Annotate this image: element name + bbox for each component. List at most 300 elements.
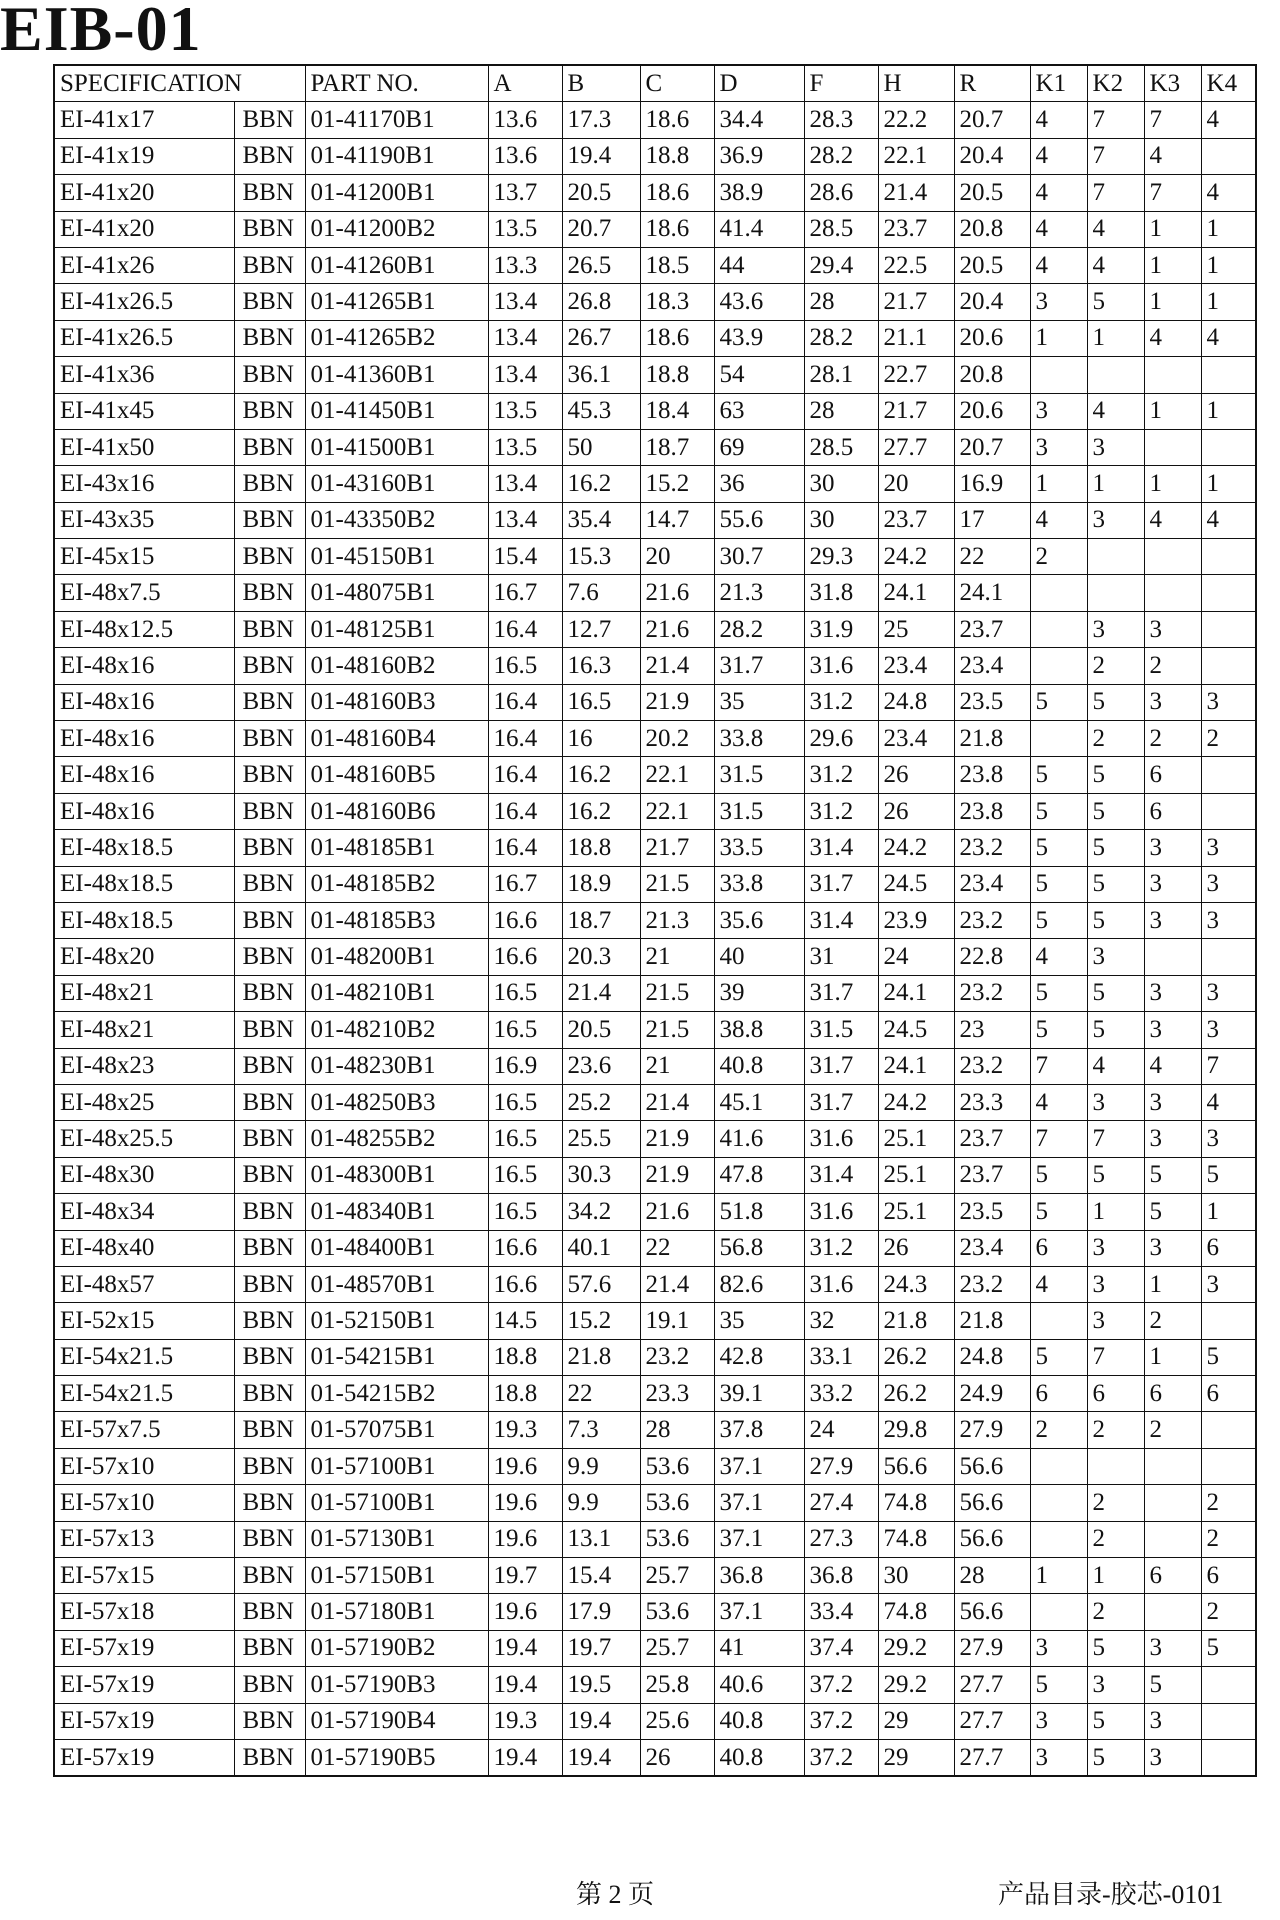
header-h: H bbox=[878, 65, 954, 102]
cell-k3: 1 bbox=[1144, 466, 1201, 502]
cell-k1: 5 bbox=[1030, 902, 1087, 938]
table-row bbox=[54, 1667, 1256, 1703]
cell-part-no: 01-57190B2 bbox=[305, 1630, 488, 1666]
cell-part-no: 01-57190B4 bbox=[305, 1703, 488, 1739]
cell-f: 28.2 bbox=[804, 320, 878, 356]
cell-k1: 3 bbox=[1030, 1739, 1087, 1776]
cell-k4: 6 bbox=[1201, 1558, 1256, 1594]
cell-k3: 3 bbox=[1144, 1630, 1201, 1666]
cell-b: 19.4 bbox=[562, 138, 640, 174]
cell-f: 31.5 bbox=[804, 1012, 878, 1048]
cell-d: 35 bbox=[714, 684, 804, 720]
cell-k1: 3 bbox=[1030, 1703, 1087, 1739]
header-part-no: PART NO. bbox=[305, 65, 488, 102]
table-body bbox=[54, 102, 1256, 1776]
cell-k2: 2 bbox=[1087, 1412, 1144, 1448]
cell-b: 21.4 bbox=[562, 975, 640, 1011]
cell-d: 37.1 bbox=[714, 1594, 804, 1630]
cell-d: 33.8 bbox=[714, 721, 804, 757]
cell-spec: EI-41x17 bbox=[54, 102, 234, 138]
cell-f: 31.4 bbox=[804, 1157, 878, 1193]
cell-d: 69 bbox=[714, 429, 804, 465]
cell-bbn: BBN bbox=[234, 1630, 305, 1666]
cell-part-no: 01-41170B1 bbox=[305, 102, 488, 138]
cell-spec: EI-48x16 bbox=[54, 684, 234, 720]
cell-k1: 4 bbox=[1030, 102, 1087, 138]
cell-k3 bbox=[1144, 429, 1201, 465]
cell-bbn: BBN bbox=[234, 1594, 305, 1630]
table-row bbox=[54, 138, 1256, 174]
cell-a: 16.5 bbox=[488, 1157, 562, 1193]
cell-a: 19.4 bbox=[488, 1630, 562, 1666]
cell-b: 45.3 bbox=[562, 393, 640, 429]
cell-k4 bbox=[1201, 539, 1256, 575]
cell-k2: 7 bbox=[1087, 138, 1144, 174]
cell-a: 16.9 bbox=[488, 1048, 562, 1084]
cell-k1 bbox=[1030, 611, 1087, 647]
cell-k4: 6 bbox=[1201, 1230, 1256, 1266]
cell-spec: EI-57x10 bbox=[54, 1485, 234, 1521]
cell-r: 20.6 bbox=[954, 393, 1030, 429]
cell-h: 24.2 bbox=[878, 830, 954, 866]
cell-k2 bbox=[1087, 539, 1144, 575]
cell-c: 19.1 bbox=[640, 1303, 714, 1339]
table-row bbox=[54, 1376, 1256, 1412]
cell-k4: 1 bbox=[1201, 393, 1256, 429]
table-row bbox=[54, 939, 1256, 975]
cell-part-no: 01-57130B1 bbox=[305, 1521, 488, 1557]
cell-c: 21.4 bbox=[640, 1084, 714, 1120]
cell-k3: 3 bbox=[1144, 902, 1201, 938]
cell-bbn: BBN bbox=[234, 1084, 305, 1120]
cell-part-no: 01-48300B1 bbox=[305, 1157, 488, 1193]
cell-a: 13.5 bbox=[488, 211, 562, 247]
cell-part-no: 01-41265B2 bbox=[305, 320, 488, 356]
cell-bbn: BBN bbox=[234, 211, 305, 247]
table-row bbox=[54, 1594, 1256, 1630]
cell-spec: EI-41x19 bbox=[54, 138, 234, 174]
cell-f: 36.8 bbox=[804, 1558, 878, 1594]
cell-k3: 3 bbox=[1144, 684, 1201, 720]
cell-k3: 4 bbox=[1144, 502, 1201, 538]
cell-h: 23.4 bbox=[878, 721, 954, 757]
cell-k3: 3 bbox=[1144, 1230, 1201, 1266]
cell-k2: 5 bbox=[1087, 1012, 1144, 1048]
cell-bbn: BBN bbox=[234, 1703, 305, 1739]
cell-k3: 4 bbox=[1144, 138, 1201, 174]
cell-h: 24.2 bbox=[878, 539, 954, 575]
cell-f: 28 bbox=[804, 284, 878, 320]
cell-bbn: BBN bbox=[234, 866, 305, 902]
cell-k3: 7 bbox=[1144, 175, 1201, 211]
cell-k1: 4 bbox=[1030, 939, 1087, 975]
cell-b: 20.5 bbox=[562, 1012, 640, 1048]
cell-k2: 3 bbox=[1087, 502, 1144, 538]
cell-f: 33.1 bbox=[804, 1339, 878, 1375]
table-row bbox=[54, 1412, 1256, 1448]
cell-a: 16.7 bbox=[488, 575, 562, 611]
cell-b: 18.9 bbox=[562, 866, 640, 902]
cell-h: 22.5 bbox=[878, 247, 954, 283]
cell-bbn: BBN bbox=[234, 793, 305, 829]
cell-k4: 3 bbox=[1201, 830, 1256, 866]
cell-k2: 5 bbox=[1087, 1630, 1144, 1666]
cell-bbn: BBN bbox=[234, 1448, 305, 1484]
table-row bbox=[54, 211, 1256, 247]
header-b: B bbox=[562, 65, 640, 102]
cell-k4: 1 bbox=[1201, 211, 1256, 247]
cell-f: 31.8 bbox=[804, 575, 878, 611]
cell-k4: 4 bbox=[1201, 502, 1256, 538]
cell-k4: 1 bbox=[1201, 466, 1256, 502]
cell-d: 41.6 bbox=[714, 1121, 804, 1157]
cell-d: 31.5 bbox=[714, 757, 804, 793]
header-k1: K1 bbox=[1030, 65, 1087, 102]
cell-c: 53.6 bbox=[640, 1485, 714, 1521]
cell-k3 bbox=[1144, 939, 1201, 975]
cell-r: 23.8 bbox=[954, 793, 1030, 829]
cell-bbn: BBN bbox=[234, 939, 305, 975]
cell-d: 41 bbox=[714, 1630, 804, 1666]
cell-spec: EI-45x15 bbox=[54, 539, 234, 575]
table-row bbox=[54, 1194, 1256, 1230]
cell-k2: 5 bbox=[1087, 757, 1144, 793]
cell-k1 bbox=[1030, 575, 1087, 611]
cell-c: 25.7 bbox=[640, 1558, 714, 1594]
cell-r: 20.6 bbox=[954, 320, 1030, 356]
cell-r: 23.2 bbox=[954, 1048, 1030, 1084]
cell-k2: 4 bbox=[1087, 211, 1144, 247]
cell-k1: 4 bbox=[1030, 502, 1087, 538]
cell-h: 30 bbox=[878, 1558, 954, 1594]
cell-b: 25.2 bbox=[562, 1084, 640, 1120]
cell-k2: 5 bbox=[1087, 902, 1144, 938]
header-r: R bbox=[954, 65, 1030, 102]
cell-k2: 4 bbox=[1087, 1048, 1144, 1084]
cell-k3: 3 bbox=[1144, 1012, 1201, 1048]
cell-part-no: 01-57100B1 bbox=[305, 1448, 488, 1484]
cell-a: 13.6 bbox=[488, 138, 562, 174]
cell-c: 18.6 bbox=[640, 175, 714, 211]
cell-f: 28.3 bbox=[804, 102, 878, 138]
cell-d: 56.8 bbox=[714, 1230, 804, 1266]
cell-spec: EI-41x26 bbox=[54, 247, 234, 283]
cell-k4: 2 bbox=[1201, 1521, 1256, 1557]
cell-part-no: 01-41500B1 bbox=[305, 429, 488, 465]
cell-r: 23.2 bbox=[954, 975, 1030, 1011]
cell-f: 27.4 bbox=[804, 1485, 878, 1521]
header-specification: SPECIFICATION bbox=[54, 65, 305, 102]
cell-k3: 3 bbox=[1144, 1739, 1201, 1776]
cell-r: 27.7 bbox=[954, 1667, 1030, 1703]
cell-c: 53.6 bbox=[640, 1521, 714, 1557]
cell-d: 35 bbox=[714, 1303, 804, 1339]
cell-k4: 4 bbox=[1201, 1084, 1256, 1120]
table-row bbox=[54, 866, 1256, 902]
cell-k1: 4 bbox=[1030, 175, 1087, 211]
cell-k1: 4 bbox=[1030, 138, 1087, 174]
cell-k4: 1 bbox=[1201, 284, 1256, 320]
cell-k3: 1 bbox=[1144, 284, 1201, 320]
cell-k3: 3 bbox=[1144, 611, 1201, 647]
cell-k2: 5 bbox=[1087, 284, 1144, 320]
cell-bbn: BBN bbox=[234, 575, 305, 611]
cell-bbn: BBN bbox=[234, 357, 305, 393]
cell-k2: 2 bbox=[1087, 648, 1144, 684]
cell-f: 31 bbox=[804, 939, 878, 975]
cell-k1: 3 bbox=[1030, 284, 1087, 320]
cell-c: 18.8 bbox=[640, 357, 714, 393]
cell-a: 13.4 bbox=[488, 320, 562, 356]
cell-c: 25.6 bbox=[640, 1703, 714, 1739]
cell-d: 21.3 bbox=[714, 575, 804, 611]
table-row bbox=[54, 1012, 1256, 1048]
header-k3: K3 bbox=[1144, 65, 1201, 102]
cell-a: 16.4 bbox=[488, 793, 562, 829]
cell-k1: 5 bbox=[1030, 1157, 1087, 1193]
cell-h: 23.7 bbox=[878, 502, 954, 538]
cell-c: 21.4 bbox=[640, 648, 714, 684]
cell-h: 21.8 bbox=[878, 1303, 954, 1339]
cell-k1 bbox=[1030, 1485, 1087, 1521]
cell-part-no: 01-48125B1 bbox=[305, 611, 488, 647]
cell-h: 23.7 bbox=[878, 211, 954, 247]
cell-k1: 6 bbox=[1030, 1230, 1087, 1266]
cell-f: 31.2 bbox=[804, 1230, 878, 1266]
table-row bbox=[54, 393, 1256, 429]
cell-f: 28.5 bbox=[804, 429, 878, 465]
cell-a: 16.4 bbox=[488, 721, 562, 757]
table-row bbox=[54, 1048, 1256, 1084]
cell-k4: 3 bbox=[1201, 1266, 1256, 1302]
cell-k3: 5 bbox=[1144, 1194, 1201, 1230]
cell-k3: 2 bbox=[1144, 721, 1201, 757]
cell-b: 18.8 bbox=[562, 830, 640, 866]
cell-c: 21.6 bbox=[640, 611, 714, 647]
cell-b: 26.8 bbox=[562, 284, 640, 320]
cell-b: 50 bbox=[562, 429, 640, 465]
cell-h: 74.8 bbox=[878, 1485, 954, 1521]
cell-a: 16.5 bbox=[488, 1012, 562, 1048]
cell-r: 20.7 bbox=[954, 102, 1030, 138]
cell-bbn: BBN bbox=[234, 1157, 305, 1193]
cell-part-no: 01-48075B1 bbox=[305, 575, 488, 611]
cell-f: 24 bbox=[804, 1412, 878, 1448]
cell-c: 53.6 bbox=[640, 1594, 714, 1630]
cell-a: 19.3 bbox=[488, 1412, 562, 1448]
header-f: F bbox=[804, 65, 878, 102]
table-row bbox=[54, 721, 1256, 757]
cell-h: 25.1 bbox=[878, 1194, 954, 1230]
header-k4: K4 bbox=[1201, 65, 1256, 102]
cell-c: 21.5 bbox=[640, 1012, 714, 1048]
cell-a: 16.6 bbox=[488, 1266, 562, 1302]
cell-k2: 7 bbox=[1087, 102, 1144, 138]
cell-d: 63 bbox=[714, 393, 804, 429]
cell-part-no: 01-48255B2 bbox=[305, 1121, 488, 1157]
table-row bbox=[54, 975, 1256, 1011]
cell-b: 16.2 bbox=[562, 757, 640, 793]
table-row bbox=[54, 684, 1256, 720]
cell-bbn: BBN bbox=[234, 648, 305, 684]
cell-r: 24.1 bbox=[954, 575, 1030, 611]
cell-spec: EI-54x21.5 bbox=[54, 1376, 234, 1412]
cell-a: 19.6 bbox=[488, 1594, 562, 1630]
cell-part-no: 01-57190B3 bbox=[305, 1667, 488, 1703]
cell-k2: 7 bbox=[1087, 175, 1144, 211]
cell-b: 21.8 bbox=[562, 1339, 640, 1375]
cell-k2: 2 bbox=[1087, 1485, 1144, 1521]
cell-spec: EI-48x12.5 bbox=[54, 611, 234, 647]
cell-d: 45.1 bbox=[714, 1084, 804, 1120]
cell-b: 23.6 bbox=[562, 1048, 640, 1084]
cell-k4: 5 bbox=[1201, 1630, 1256, 1666]
cell-c: 18.4 bbox=[640, 393, 714, 429]
cell-k1: 6 bbox=[1030, 1376, 1087, 1412]
cell-a: 16.4 bbox=[488, 611, 562, 647]
cell-k3: 3 bbox=[1144, 1121, 1201, 1157]
cell-h: 23.4 bbox=[878, 648, 954, 684]
cell-c: 25.8 bbox=[640, 1667, 714, 1703]
cell-h: 25 bbox=[878, 611, 954, 647]
cell-bbn: BBN bbox=[234, 1303, 305, 1339]
cell-c: 18.6 bbox=[640, 211, 714, 247]
cell-k2: 5 bbox=[1087, 793, 1144, 829]
cell-k4: 3 bbox=[1201, 684, 1256, 720]
table-row bbox=[54, 1266, 1256, 1302]
cell-spec: EI-48x16 bbox=[54, 721, 234, 757]
cell-part-no: 01-48160B5 bbox=[305, 757, 488, 793]
document-title: EIB-01 bbox=[0, 0, 202, 64]
cell-r: 27.7 bbox=[954, 1739, 1030, 1776]
cell-k1: 3 bbox=[1030, 429, 1087, 465]
cell-r: 56.6 bbox=[954, 1485, 1030, 1521]
cell-bbn: BBN bbox=[234, 466, 305, 502]
cell-d: 30.7 bbox=[714, 539, 804, 575]
cell-k3: 6 bbox=[1144, 1558, 1201, 1594]
cell-part-no: 01-48200B1 bbox=[305, 939, 488, 975]
cell-b: 17.9 bbox=[562, 1594, 640, 1630]
table-row bbox=[54, 1339, 1256, 1375]
cell-r: 23.7 bbox=[954, 611, 1030, 647]
cell-k4 bbox=[1201, 1448, 1256, 1484]
cell-h: 29 bbox=[878, 1739, 954, 1776]
cell-r: 20.7 bbox=[954, 429, 1030, 465]
cell-f: 31.2 bbox=[804, 793, 878, 829]
cell-a: 19.6 bbox=[488, 1521, 562, 1557]
cell-a: 18.8 bbox=[488, 1339, 562, 1375]
cell-k1 bbox=[1030, 1521, 1087, 1557]
cell-k3: 4 bbox=[1144, 320, 1201, 356]
cell-r: 20.5 bbox=[954, 175, 1030, 211]
table-row bbox=[54, 575, 1256, 611]
cell-b: 16.2 bbox=[562, 793, 640, 829]
cell-c: 21.6 bbox=[640, 1194, 714, 1230]
cell-h: 25.1 bbox=[878, 1121, 954, 1157]
cell-k3 bbox=[1144, 575, 1201, 611]
cell-k4 bbox=[1201, 757, 1256, 793]
cell-h: 26.2 bbox=[878, 1339, 954, 1375]
cell-f: 33.2 bbox=[804, 1376, 878, 1412]
cell-k1: 2 bbox=[1030, 539, 1087, 575]
cell-k1: 2 bbox=[1030, 1412, 1087, 1448]
cell-d: 37.8 bbox=[714, 1412, 804, 1448]
cell-k1: 7 bbox=[1030, 1121, 1087, 1157]
cell-b: 26.7 bbox=[562, 320, 640, 356]
cell-spec: EI-57x19 bbox=[54, 1630, 234, 1666]
cell-a: 13.3 bbox=[488, 247, 562, 283]
cell-h: 56.6 bbox=[878, 1448, 954, 1484]
cell-b: 16.5 bbox=[562, 684, 640, 720]
cell-bbn: BBN bbox=[234, 1521, 305, 1557]
cell-r: 20.8 bbox=[954, 357, 1030, 393]
cell-b: 57.6 bbox=[562, 1266, 640, 1302]
cell-a: 13.4 bbox=[488, 502, 562, 538]
cell-spec: EI-57x13 bbox=[54, 1521, 234, 1557]
cell-k1: 5 bbox=[1030, 1667, 1087, 1703]
cell-bbn: BBN bbox=[234, 757, 305, 793]
cell-bbn: BBN bbox=[234, 1194, 305, 1230]
cell-k4: 5 bbox=[1201, 1339, 1256, 1375]
cell-bbn: BBN bbox=[234, 721, 305, 757]
cell-h: 24.2 bbox=[878, 1084, 954, 1120]
cell-b: 15.4 bbox=[562, 1558, 640, 1594]
cell-a: 16.4 bbox=[488, 684, 562, 720]
cell-f: 37.2 bbox=[804, 1667, 878, 1703]
cell-k1: 1 bbox=[1030, 1558, 1087, 1594]
cell-r: 20.4 bbox=[954, 138, 1030, 174]
cell-a: 16.5 bbox=[488, 1121, 562, 1157]
cell-bbn: BBN bbox=[234, 975, 305, 1011]
table-row bbox=[54, 793, 1256, 829]
cell-a: 16.5 bbox=[488, 1084, 562, 1120]
cell-part-no: 01-48185B2 bbox=[305, 866, 488, 902]
header-d: D bbox=[714, 65, 804, 102]
cell-h: 26 bbox=[878, 793, 954, 829]
cell-k4: 7 bbox=[1201, 1048, 1256, 1084]
cell-part-no: 01-48210B2 bbox=[305, 1012, 488, 1048]
cell-k2: 3 bbox=[1087, 429, 1144, 465]
cell-bbn: BBN bbox=[234, 1339, 305, 1375]
cell-b: 15.2 bbox=[562, 1303, 640, 1339]
cell-f: 31.7 bbox=[804, 975, 878, 1011]
cell-k4: 3 bbox=[1201, 1012, 1256, 1048]
cell-b: 7.3 bbox=[562, 1412, 640, 1448]
cell-spec: EI-43x35 bbox=[54, 502, 234, 538]
cell-k1: 5 bbox=[1030, 1194, 1087, 1230]
cell-k3: 1 bbox=[1144, 211, 1201, 247]
cell-a: 19.6 bbox=[488, 1485, 562, 1521]
cell-c: 21.9 bbox=[640, 1121, 714, 1157]
cell-spec: EI-57x10 bbox=[54, 1448, 234, 1484]
table-row bbox=[54, 102, 1256, 138]
cell-b: 20.5 bbox=[562, 175, 640, 211]
cell-k2 bbox=[1087, 575, 1144, 611]
cell-k3: 3 bbox=[1144, 866, 1201, 902]
cell-h: 24.1 bbox=[878, 575, 954, 611]
cell-r: 22.8 bbox=[954, 939, 1030, 975]
cell-a: 16.6 bbox=[488, 902, 562, 938]
cell-k2: 3 bbox=[1087, 1667, 1144, 1703]
table-row bbox=[54, 1448, 1256, 1484]
cell-d: 31.7 bbox=[714, 648, 804, 684]
table-row bbox=[54, 1485, 1256, 1521]
cell-h: 24.3 bbox=[878, 1266, 954, 1302]
cell-k4: 5 bbox=[1201, 1157, 1256, 1193]
cell-h: 29.8 bbox=[878, 1412, 954, 1448]
cell-k2: 1 bbox=[1087, 466, 1144, 502]
cell-b: 34.2 bbox=[562, 1194, 640, 1230]
